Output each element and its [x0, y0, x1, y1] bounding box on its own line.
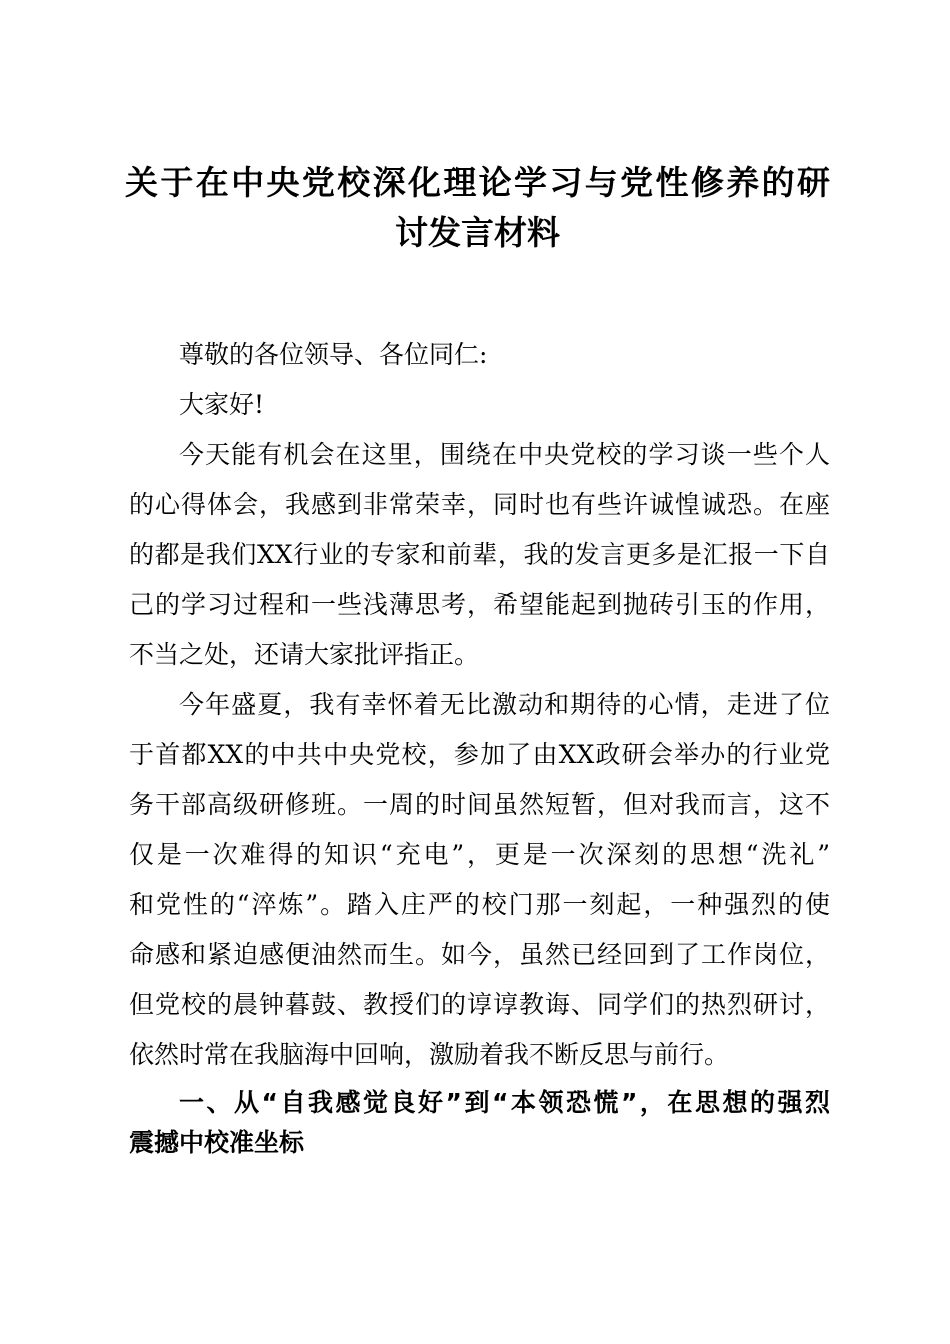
text-line: 不当之处，还请大家批评指正。 [129, 640, 480, 669]
text-line: 但党校的晨钟暮鼓、教授们的谆谆教诲、同学们的热烈研讨， [129, 990, 830, 1019]
section-heading [129, 1083, 830, 1163]
text-line: 命感和紧迫感便油然而生。如今，虽然已经回到了工作岗位， [129, 940, 830, 969]
title-line: 讨发言材料 [395, 213, 560, 252]
text-line: 务干部高级研修班。一周的时间虽然短暂，但对我而言，这不 [129, 790, 830, 819]
document-title [125, 158, 830, 258]
text-line: 仅是一次难得的知识“充电”，更是一次深刻的思想“洗礼” [129, 840, 830, 869]
salutation: 尊敬的各位领导、各位同仁: [179, 340, 488, 369]
heading-line: 一、从“自我感觉良好”到“本领恐慌”，在思想的强烈 [179, 1088, 830, 1117]
greeting: 大家好! [179, 390, 265, 419]
text-line: 于首都XX的中共中央党校，参加了由XX政研会举办的行业党 [129, 740, 830, 769]
paragraph-2 [129, 680, 830, 1080]
text-line: 今天能有机会在这里，围绕在中央党校的学习谈一些个人 [179, 440, 830, 469]
text-line: 今年盛夏，我有幸怀着无比激动和期待的心情，走进了位 [179, 690, 830, 719]
text-line: 的心得体会，我感到非常荣幸，同时也有些许诚惶诚恐。在座 [129, 490, 830, 519]
text-line: 依然时常在我脑海中回响，激励着我不断反思与前行。 [129, 1040, 730, 1069]
heading-line: 震撼中校准坐标 [129, 1128, 305, 1157]
text-line: 己的学习过程和一些浅薄思考，希望能起到抛砖引玉的作用， [129, 590, 830, 619]
title-line: 关于在中央党校深化理论学习与党性修养的研 [125, 163, 830, 202]
text-line: 和党性的“淬炼”。踏入庄严的校门那一刻起，一种强烈的使 [129, 890, 830, 919]
document-body [129, 330, 830, 1080]
paragraph-1 [129, 430, 830, 680]
text-line: 的都是我们XX行业的专家和前辈，我的发言更多是汇报一下自 [129, 540, 830, 569]
